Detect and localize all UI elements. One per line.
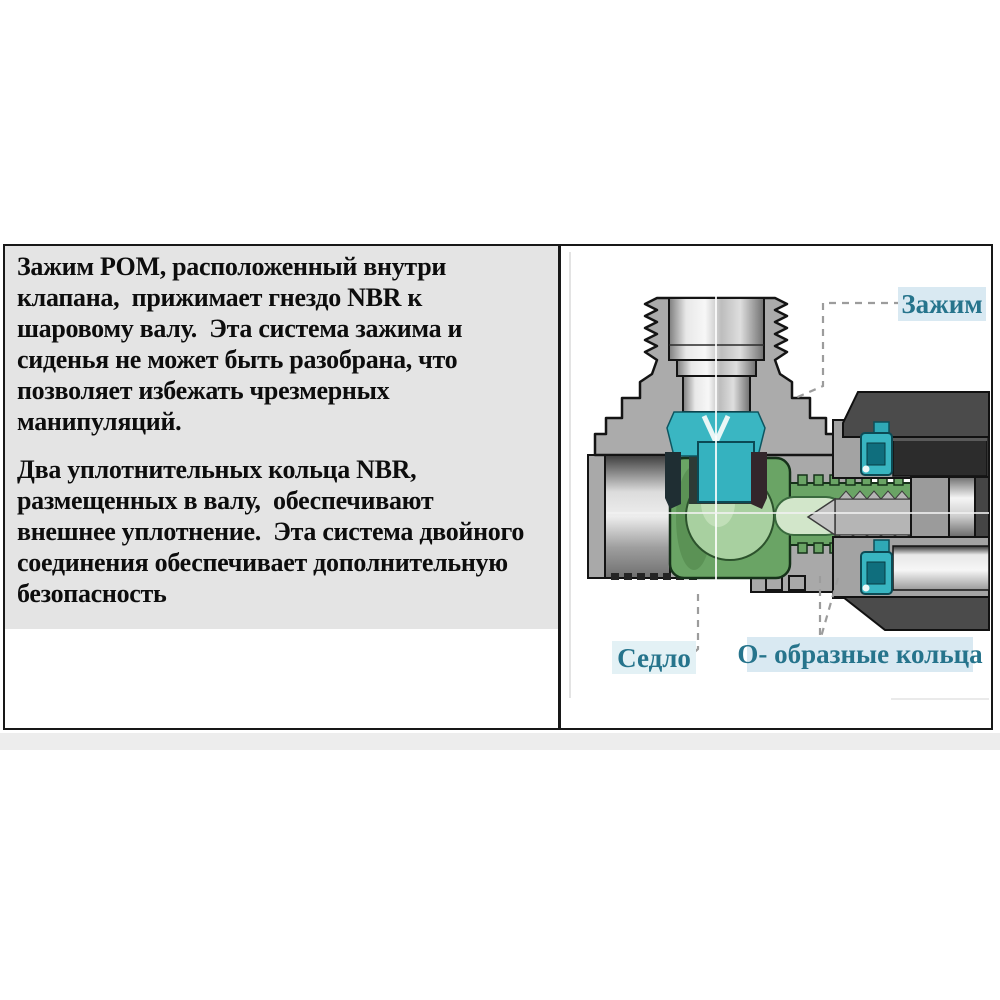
text-line: сиденья не может быть разобрана, что — [17, 345, 458, 374]
text-line: Зажим POM, расположенный внутри — [17, 252, 447, 281]
diagram-cell — [561, 246, 991, 728]
valve-cutaway-diagram — [561, 246, 990, 728]
inlet-pipe — [605, 455, 670, 578]
label-seat: Седло — [617, 643, 691, 673]
content-table — [3, 244, 993, 730]
paragraph-clamp-description — [17, 251, 550, 437]
leader-clamp — [793, 303, 901, 399]
label-clamp: Зажим — [901, 289, 983, 319]
text-line: размещенных в валу, обеспечивают — [17, 486, 434, 515]
text-line: соединения обеспечивает дополнительную — [17, 548, 508, 577]
text-line: клапана, прижимает гнездо NBR к — [17, 283, 423, 312]
text-block — [5, 246, 558, 629]
label-o-rings: О- образные кольца — [737, 639, 983, 669]
body-bump — [789, 576, 805, 590]
paragraph-orings-description — [17, 454, 550, 609]
text-line: позволяет избежать чрезмерных — [17, 376, 390, 405]
scan-shadow-strip — [0, 733, 1000, 750]
text-line: шаровому валу. Эта система зажима и — [17, 314, 463, 343]
text-line: безопасность — [17, 579, 167, 608]
text-line: Два уплотнительных кольца NBR, — [17, 455, 417, 484]
outlet-nut-bottom — [843, 597, 989, 630]
outlet-nut-top — [843, 392, 989, 437]
text-line: манипуляций. — [17, 407, 182, 436]
text-line: внешнее уплотнение. Эта система двойного — [17, 517, 525, 546]
text-cell — [5, 246, 561, 728]
